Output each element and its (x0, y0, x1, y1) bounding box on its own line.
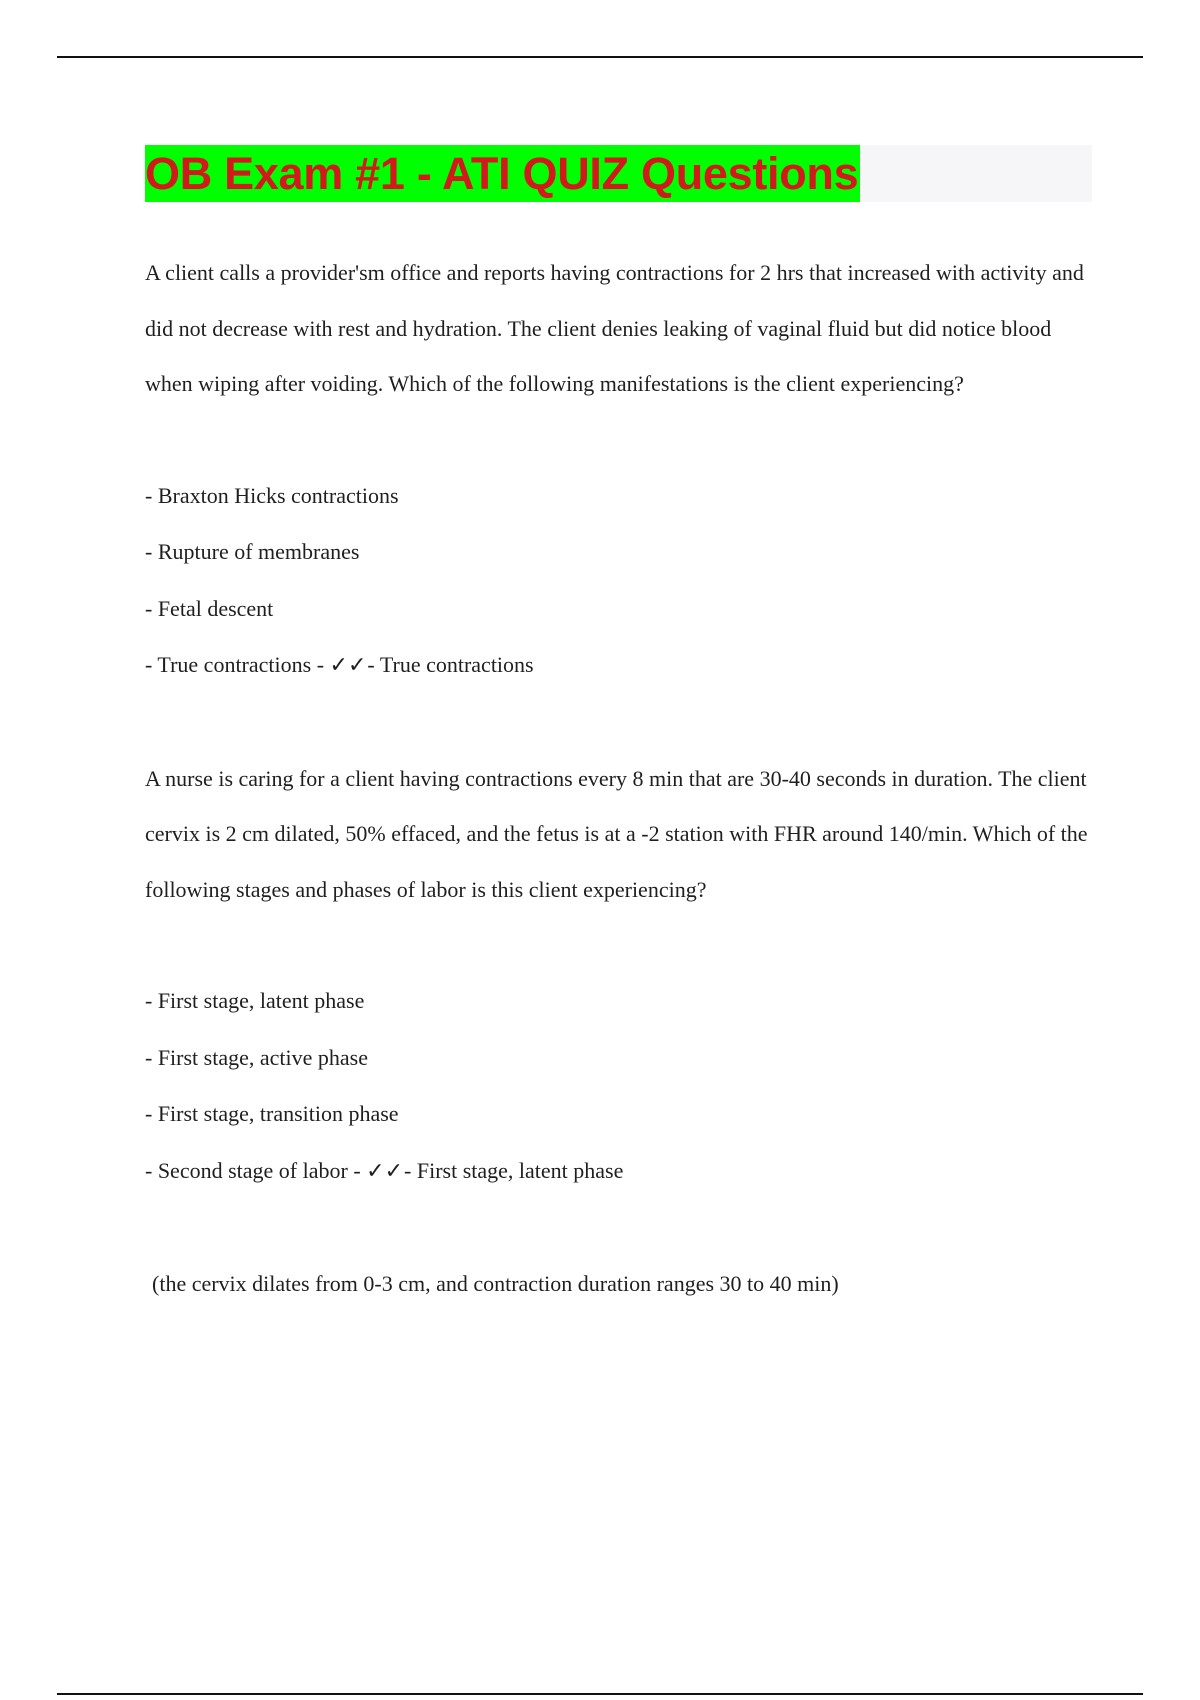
correct-answer: - First stage, latent phase (404, 1157, 624, 1183)
question-stem: A nurse is caring for a client having contractions every 8 min that are 30-40 seconds in duration. The client cervix is 2 cm dilated, 50% effaced, and the fetus is at a -2 station with FHR around 140/min. Which of the following stages and phases of labor is this client experiencing? (145, 765, 1088, 902)
answer-option: - First stage, transition phase (145, 1101, 399, 1126)
question-1 (145, 245, 1100, 695)
answer-option-with-key (145, 637, 1100, 695)
answer-option: - First stage, latent phase (145, 988, 365, 1013)
footer-rule (57, 1693, 1143, 1695)
answer-option: - Fetal descent (145, 595, 274, 621)
document-body (145, 245, 1100, 1312)
header-rule (57, 56, 1143, 58)
question-stem: A client calls a provider'sm office and reports having contractions for 2 hrs that increased with activity and did not decrease with rest and hydration. The client denies leaking of vaginal fluid but did notice blood when wiping after voiding. Which of the following manifestations is the client experiencing? (145, 260, 1084, 396)
correct-answer: - True contractions (367, 652, 534, 677)
answer-option: - First stage, active phase (145, 1044, 368, 1070)
answer-option: - Rupture of membranes (145, 539, 360, 564)
question-2 (145, 751, 1100, 1313)
double-check-icon: ✓✓ (329, 653, 367, 678)
answer-option: - True contractions - (145, 652, 325, 677)
answer-option-with-key (145, 1143, 1100, 1201)
double-check-icon: ✓✓ (366, 1158, 404, 1184)
answer-option: - Second stage of labor - (145, 1157, 361, 1183)
answer-rationale: (the cervix dilates from 0-3 cm, and contraction duration ranges 30 to 40 min) (152, 1271, 839, 1296)
page-title: OB Exam #1 - ATI QUIZ Questions (145, 145, 860, 202)
answer-option: - Braxton Hicks contractions (145, 482, 399, 508)
